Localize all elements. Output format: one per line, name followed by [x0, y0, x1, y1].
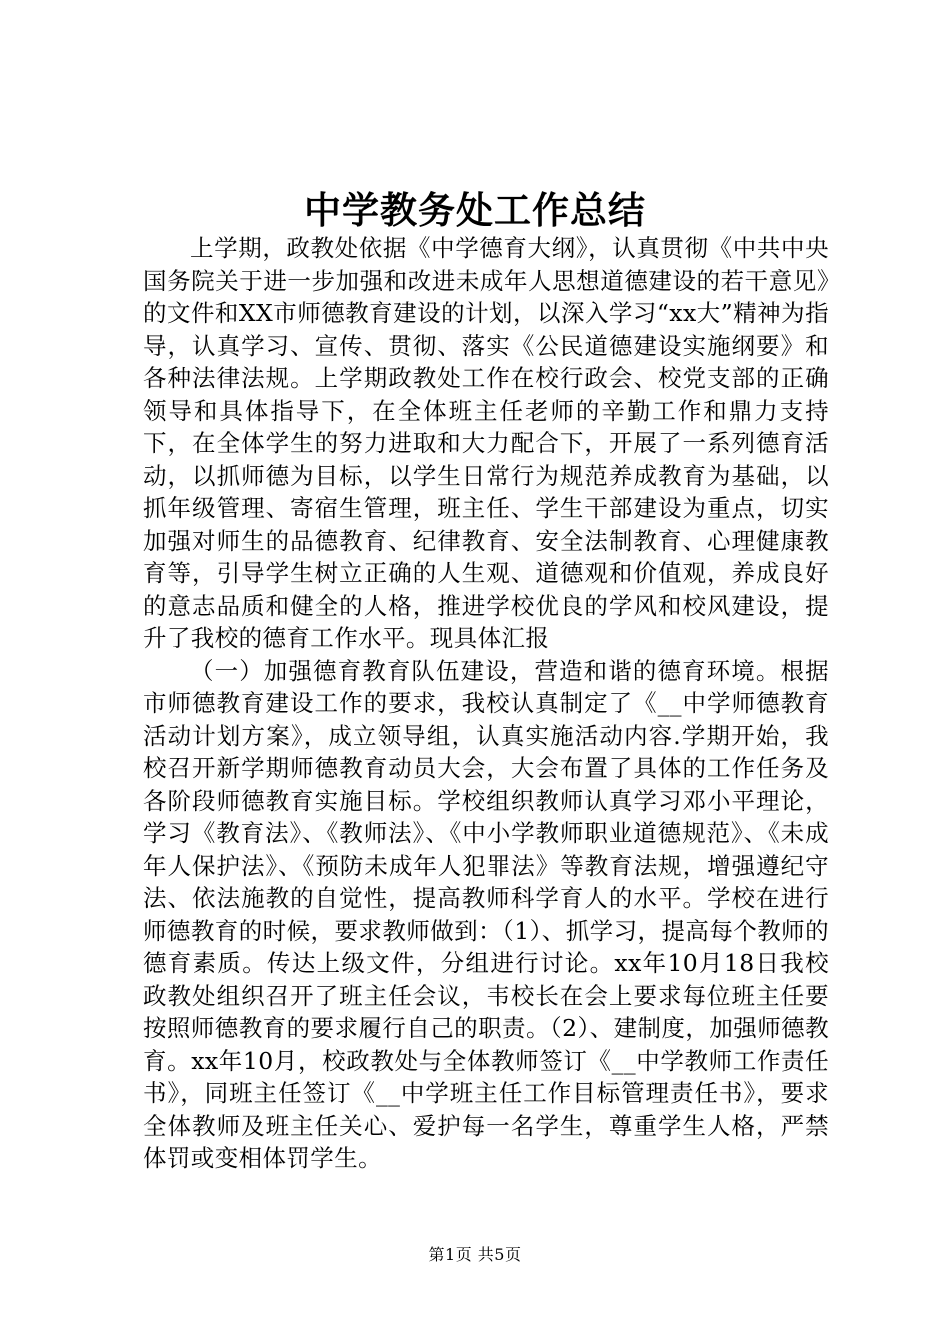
paragraph-section-1: （一）加强德育教育队伍建设，营造和谐的德育环境。根据市师德教育建设工作的要求，我校认真制定了《__中学师德教育活动计划方案》，成立领导组，认真实施活动内容.学期开始，我校召开新学期师德教育动员大会，大会布置了具体的工作任务及各阶段师德教育实施目标。学校组织教师认真学习邓小平理论，学习《教育法》、《教师法》、《中小学教师职业道德规范》、《未成年人保护法》、《预防未成年人犯罪法》等教育法规，增强遵纪守法、依法施教的自觉性，提高教师科学育人的水平。学校在进行师德教育的时候，要求教师做到：（1）、抓学习，提高每个教师的德育素质。传达上级文件，分组进行讨论。xx年10月18日我校政教处组织召开了班主任会议，韦校长在会上要求每位班主任要按照师德教育的要求履行自己的职责。（2）、建制度，加强师德教育。xx年10月，校政教处与全体教师签订《__中学教师工作责任书》，同班主任签订《__中学班主任工作目标管理责任书》，要求全体教师及班主任关心、爱护每一名学生，尊重学生人格，严禁体罚或变相体罚学生。 — [143, 656, 829, 1172]
document-body — [143, 232, 829, 1175]
page-number-footer: 第1页 共5页 — [428, 1245, 522, 1264]
document-title: 中学教务处工作总结 — [304, 188, 646, 232]
paragraph-intro: 上学期，政教处依据《中学德育大纲》，认真贯彻《中共中央国务院关于进一步加强和改进未成年人思想道德建设的若干意见》的文件和XX市师德教育建设的计划，以深入学习“xx大”精神为指导，认真学习、宣传、贯彻、落实《公民道德建设实施纲要》和各种法律法规。上学期政教处工作在校行政会、校党支部的正确领导和具体指导下，在全体班主任老师的辛勤工作和鼎力支持下，在全体学生的努力进取和大力配合下，开展了一系列德育活动，以抓师德为目标，以学生日常行为规范养成教育为基础，以抓年级管理、寄宿生管理，班主任、学生干部建设为重点，切实加强对师生的品德教育、纪律教育、安全法制教育、心理健康教育等，引导学生树立正确的人生观、道德观和价值观，养成良好的意志品质和健全的人格，推进学校优良的学风和校风建设，提升了我校的德育工作水平。现具体汇报 — [143, 234, 829, 652]
